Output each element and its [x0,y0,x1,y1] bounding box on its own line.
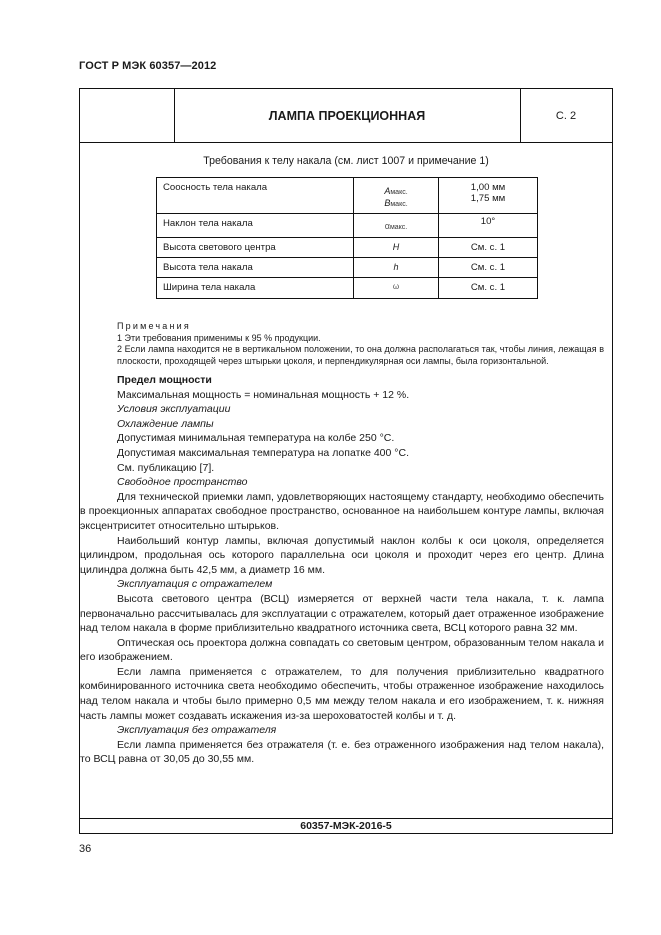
sheet-header [80,89,612,143]
table-row [157,214,538,238]
cooling-ref-text: См. публикацию [7]. [117,461,215,474]
reflector-paragraph-3: Если лампа применяется с отражателем, то для получения приблизительно квадратного комбинированного источника света необходимо обеспечить, чтобы отраженное изображение находилось над телом накала и чтобы было примерно 0,5 мм между телом накала и его изображением, т. к. нижняя часть лампы может создавать искажения из-за шероховатостей колбы и т. д. [80,665,604,722]
power-heading: Предел мощности [117,374,212,386]
filament-requirements-table [156,177,538,299]
space-paragraph-2: Наибольший контур лампы, включая допустимый наклон колбы к оси цоколя, определяется цилиндром, продольная ось которого параллельна оси цоколя и проходит через его центр. Длина цилиндра должна быть 42,5 мм, а диаметр 16 мм. [80,534,604,576]
symbol-cell: αмакс. [354,214,439,238]
symbol-cell: H [354,238,439,258]
param-cell: Высота светового центра [157,238,354,258]
table-row [157,178,538,214]
note-item: 1 Эти требования применимы к 95 % продукции. [117,332,321,343]
footer-code: 60357-МЭК-2016-5 [80,818,612,833]
param-cell: Соосность тела накала [157,178,354,214]
symbol-cell: ω [354,278,439,299]
param-cell: Высота тела накала [157,258,354,278]
value-cell: 1,00 мм 1,75 мм [439,178,538,214]
sheet-title: ЛАМПА ПРОЕКЦИОННАЯ [174,89,521,142]
page-number: 36 [79,843,92,855]
cooling-max-text: Допустимая максимальная температура на лопатке 400 °С. [117,446,409,459]
header-blank-cell [80,89,175,142]
no-reflector-paragraph: Если лампа применяется без отражателя (т. е. без отраженного изображения над телом накала), то ВСЦ равна от 30,05 до 30,55 мм. [80,738,604,766]
value-cell: 10° [439,214,538,238]
table-row [157,238,538,258]
notes-title: Примечания [117,321,191,331]
operating-heading: Условия эксплуатации [117,403,231,416]
table-row [157,278,538,299]
no-reflector-heading: Эксплуатация без отражателя [117,724,277,737]
note-item: 2 Если лампа находится не в вертикальном положении, то она должна располагаться так, чтобы линия, лежащая в плоскости, проходящей через штырьки цоколя, и перпендикулярная оси лампы, была горизонтальной. [117,344,604,366]
value-cell: См. с. 1 [439,278,538,299]
reflector-paragraph-2: Оптическая ось проектора должна совпадать со световым центром, образованным телом накала и его изображением. [80,636,604,664]
table-title: Требования к телу накала (см. лист 1007 и примечание 1) [203,155,489,167]
table-row [157,258,538,278]
value-cell: См. с. 1 [439,258,538,278]
symbol-cell: Aмакс. Bмакс. [354,178,439,214]
cooling-heading: Охлаждение лампы [117,417,214,430]
main-text [80,373,604,767]
space-paragraph-1: Для технической приемки ламп, удовлетворяющих настоящему стандарту, необходимо обеспечить в проекционных аппаратах свободное пространство, основанное на наибольшем контуре лампы, включая эксцентриситет относительно штырьков. [80,490,604,532]
param-cell: Ширина тела накала [157,278,354,299]
standard-code: ГОСТ Р МЭК 60357—2012 [79,60,217,72]
space-heading: Свободное пространство [117,476,248,489]
reflector-heading: Эксплуатация с отражателем [117,578,273,591]
power-text: Максимальная мощность = номинальная мощность + 12 %. [117,388,410,401]
reflector-paragraph-1: Высота светового центра (ВСЦ) измеряется от верхней части тела накала, т. к. лампа первоначально рассчитывалась для эксплуатации с отражателем, который дает отраженное изображение над телом накала в форме приблизительно квадратного источника света, ВСЦ которого равна 32 мм. [80,592,604,635]
sheet-number: С. 2 [555,109,577,122]
cooling-min-text: Допустимая минимальная температура на колбе 250 °С. [117,432,395,445]
param-cell: Наклон тела накала [157,214,354,238]
symbol-cell: h [354,258,439,278]
value-cell: См. с. 1 [439,238,538,258]
sheet-frame [79,88,613,834]
notes-block [117,321,604,367]
